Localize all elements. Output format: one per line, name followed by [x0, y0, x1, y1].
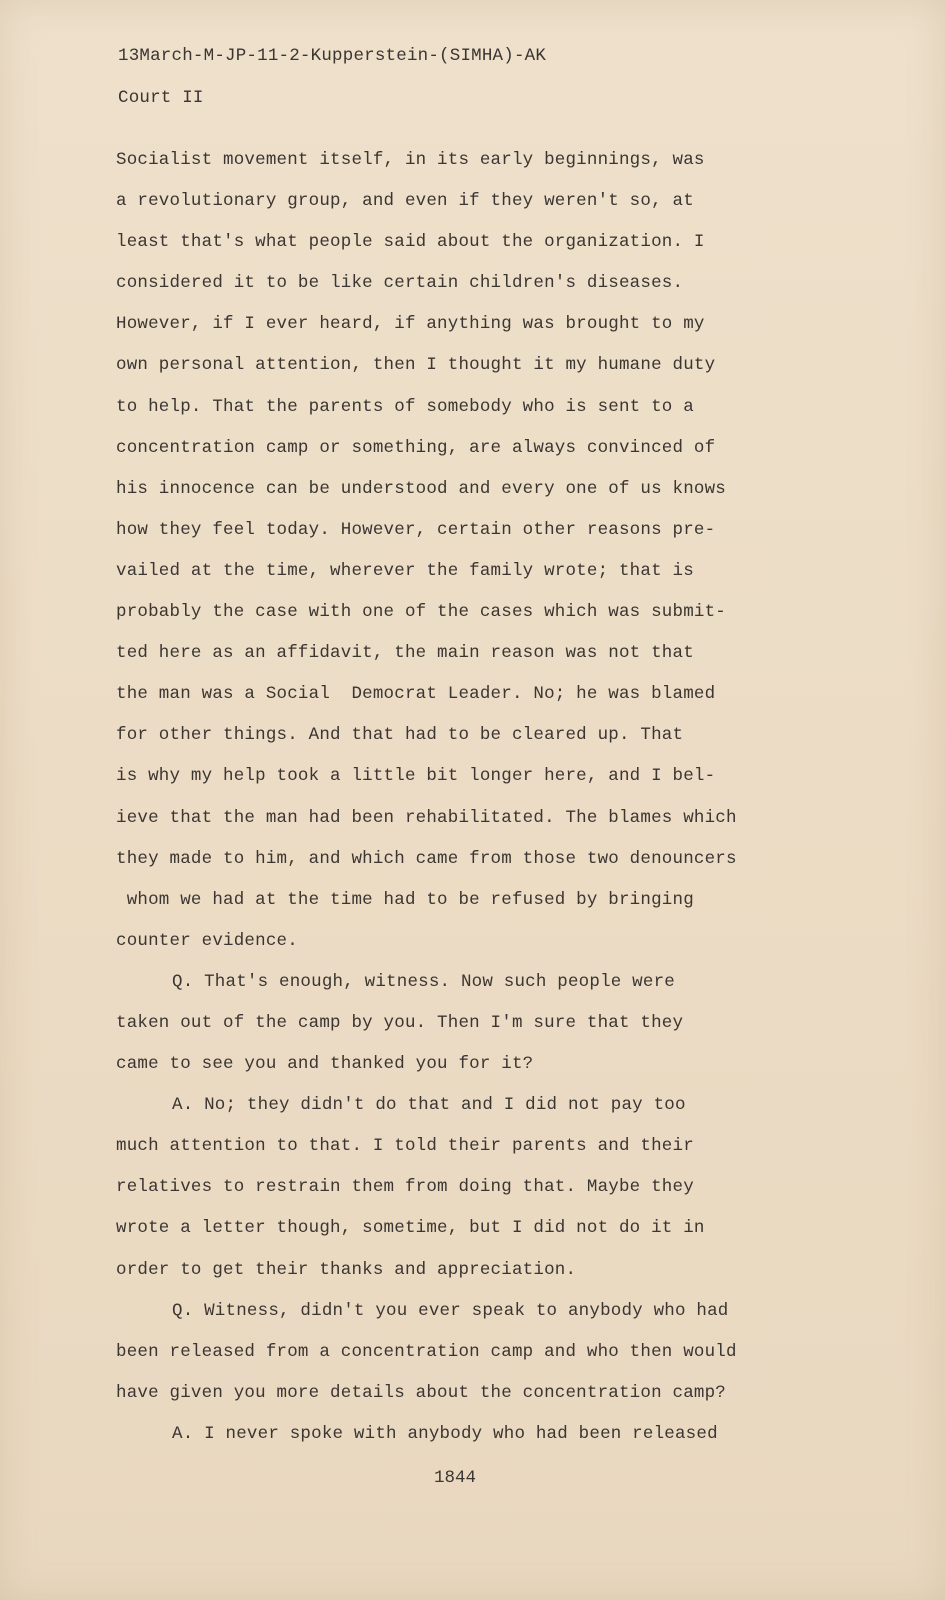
transcript-line: to help. That the parents of somebody who is sent to a	[116, 396, 694, 417]
transcript-line: vailed at the time, wherever the family wrote; that is	[116, 560, 694, 581]
transcript-line: ted here as an affidavit, the main reason was not that	[116, 643, 694, 664]
transcript-line: least that's what people said about the organization. I	[116, 232, 705, 253]
transcript-line: order to get their thanks and appreciation.	[116, 1259, 577, 1280]
transcript-line: own personal attention, then I thought it my humane duty	[116, 355, 716, 376]
transcript-line: came to see you and thanked you for it?	[116, 1054, 534, 1075]
transcript-line: his innocence can be understood and every one of us knows	[116, 478, 726, 499]
transcript-line: A. I never spoke with anybody who had been released	[172, 1423, 718, 1444]
transcript-line: ieve that the man had been rehabilitated. The blames which	[116, 807, 737, 828]
transcript-line: taken out of the camp by you. Then I'm sure that they	[116, 1012, 684, 1033]
court-label: Court II	[118, 88, 204, 108]
transcript-line: much attention to that. I told their parents and their	[116, 1136, 694, 1157]
transcript-body	[116, 150, 836, 1465]
transcript-line: considered it to be like certain children's diseases.	[116, 273, 684, 294]
document-id-line: 13March-M-JP-11-2-Kupperstein-(SIMHA)-AK	[118, 46, 547, 66]
transcript-line: have given you more details about the concentration camp?	[116, 1382, 726, 1403]
transcript-line: Q. That's enough, witness. Now such people were	[172, 971, 675, 992]
transcript-line: wrote a letter though, sometime, but I did not do it in	[116, 1218, 705, 1239]
transcript-line: counter evidence.	[116, 930, 298, 951]
transcript-line: how they feel today. However, certain other reasons pre-	[116, 519, 716, 540]
transcript-line: A. No; they didn't do that and I did not pay too	[172, 1095, 686, 1116]
transcript-line: been released from a concentration camp and who then would	[116, 1341, 737, 1362]
transcript-line: However, if I ever heard, if anything was brought to my	[116, 314, 705, 335]
transcript-line: probably the case with one of the cases which was submit-	[116, 602, 726, 623]
transcript-line: the man was a Social Democrat Leader. No; he was blamed	[116, 684, 716, 705]
transcript-line: they made to him, and which came from those two denouncers	[116, 848, 737, 869]
transcript-line: is why my help took a little bit longer here, and I bel-	[116, 766, 716, 787]
transcript-line: relatives to restrain them from doing that. Maybe they	[116, 1177, 694, 1198]
transcript-line: Socialist movement itself, in its early beginnings, was	[116, 150, 705, 170]
transcript-line: concentration camp or something, are always convinced of	[116, 437, 716, 458]
transcript-line: whom we had at the time had to be refused by bringing	[116, 889, 694, 910]
transcript-line: for other things. And that had to be cleared up. That	[116, 725, 684, 746]
transcript-line: a revolutionary group, and even if they weren't so, at	[116, 191, 694, 212]
transcript-line: Q. Witness, didn't you ever speak to anybody who had	[172, 1300, 729, 1321]
page-number: 1844	[433, 1468, 476, 1488]
